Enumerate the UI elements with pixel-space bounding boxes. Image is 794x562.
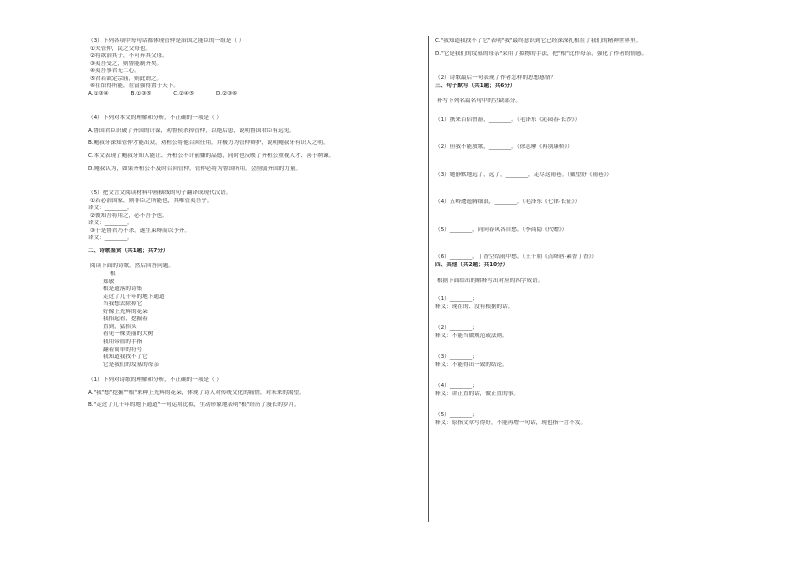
q3-item: ⑥在馆得所能，在富强得置于天下。: [90, 83, 179, 90]
poem-line: 走过了几千年的地下通道: [103, 293, 165, 300]
idiom-meaning: 释义：不能得出一致的结论。: [435, 361, 508, 368]
poem-line: 它是我们的坟墓的母亲: [103, 361, 159, 368]
q3-option-a[interactable]: A.①③④: [88, 90, 109, 97]
poem-line: 当我想去除掉它: [103, 301, 143, 308]
poem-q1-option-a[interactable]: A."我"想"挖掘""根"来种上光辉的花朵，体现了诗人对传统文化的痛惜，对未来的渴望。: [88, 389, 305, 396]
section-3-intro: 补写下列名篇名句中的空缺部分。: [437, 98, 521, 105]
fill-item[interactable]: （6）________，丁香空结雨中愁。（王十朋《点绛唇·素香丁香》）: [435, 254, 597, 261]
q3-stem: （3）下列各项中每句话都体现管仲是治国之能臣的一组是（ ）: [88, 38, 245, 44]
q3-option-c[interactable]: C.②④⑤: [173, 90, 194, 97]
poem-line: 我用带血的手指: [103, 338, 143, 345]
idiom-blank[interactable]: （5）________；: [435, 412, 478, 419]
q4-option-b[interactable]: B.鲍叔牙深知管仲才能出众，劝桓公将他召回任用，并极力为管仲辩护，说明鲍叔牙有识人之明。: [88, 140, 329, 147]
q5-translation-1[interactable]: 译文：________。: [88, 205, 133, 212]
poem-line: 我抬起看，挖掘着: [103, 316, 148, 323]
left-column: [88, 38, 420, 410]
q3-item: ②将欲治其子，不可弃其父母。: [90, 53, 168, 60]
right-column: [435, 38, 735, 428]
poem-line: 翻着简单的符号: [103, 346, 143, 353]
q3-item: ⑤君若欲定宗庙，则此谓之。: [90, 75, 163, 82]
poem-intro: 阅读下面的诗歌，然后回答问题。: [90, 263, 174, 270]
q5-translation-2[interactable]: 译文：________。: [88, 220, 133, 227]
section-2-heading: 二、诗歌鉴赏（共1题；共7分）: [88, 247, 169, 254]
q5-stem: （5）把文言文阅读材料中画横线的句子翻译成现代汉语。: [88, 190, 232, 197]
q5-sentence-1: ①若必治国家，则非臣之所能也，其唯管夷吾乎。: [90, 197, 213, 204]
q5-sentence-2: ②彼知吾将用之，必不吾予也。: [90, 212, 168, 219]
q4-option-c[interactable]: C.本文表现了鲍叔牙知人能让、齐桓公不计前嫌的品德，同时也反映了齐桓公重视人才、善于纳谏。: [88, 153, 335, 160]
poem-title: 根: [110, 271, 116, 278]
fill-item[interactable]: （1）携来百侣曾游，________。（毛泽东《沁园春·长沙》）: [435, 116, 581, 123]
idiom-blank[interactable]: （4）________；: [435, 383, 478, 390]
q3-item: ①夫管仲，民之父母也。: [90, 45, 151, 52]
q3-item: ③夷吾受之，则鲁能制齐矣。: [90, 60, 163, 67]
poem-line: 直到，猛抬头: [103, 323, 137, 330]
poem-q1-option-c[interactable]: C."我知道我找不了它"表明"我"最终意识到它已经深深扎根在了我们的精神世界里。: [435, 38, 642, 44]
poem-q1-option-b[interactable]: B."走过了几千年的地下通道"一句运用比拟，生动形象地表明"根"经历了漫长的岁月。: [88, 402, 300, 409]
poem-author: 郑敏: [103, 278, 115, 285]
poem-q2: （2）诗歌最后一句表现了作者怎样的思想感情？: [435, 75, 557, 82]
q3-option-b[interactable]: B.①③⑤: [130, 90, 152, 97]
poem-q1-option-d[interactable]: D."它是我们的坟墓的母亲"采用了拟物的手法，把"根"比作母亲，强化了作者的情感。: [435, 50, 648, 57]
poem-q1-stem: （1）下列对诗歌的理解和分析，不正确的一项是（ ）: [88, 377, 222, 384]
idiom-meaning: 释义：不能当做规范或法则。: [435, 332, 508, 339]
q4-option-d[interactable]: D.鲍叔认为，如果齐桓公不及时召回管仲，管仲必将为鲁国所用，会削弱齐国的力量。: [88, 165, 302, 172]
q5-translation-3[interactable]: 译文：________。: [88, 235, 133, 242]
column-divider: [428, 36, 429, 522]
idiom-blank[interactable]: （2）________；: [435, 325, 478, 332]
section-4-intro: 根据下面给出的解释写出对应的四字成语。: [437, 277, 544, 284]
q3-options: [88, 91, 420, 99]
idiom-meaning: 释义：现在的、没有根据的话。: [435, 303, 514, 310]
section-3-heading: 三、句子默写（共1题；共6分）: [435, 82, 516, 89]
idiom-meaning: 释义：原指文章写得好，不能再增一句话，现也指一言不发。: [435, 420, 587, 427]
fill-item[interactable]: （2）但我不能放歌，________。（徐志摩《再别康桥》）: [435, 144, 573, 151]
idiom-blank[interactable]: （3）________；: [435, 354, 478, 361]
q4-stem: （4）下列对本文的理解和分析，不正确的一项是（ ）: [88, 115, 222, 122]
fill-item[interactable]: （5）________，同向春风各自愁。（李商隐《代赠》）: [435, 226, 568, 233]
fill-item[interactable]: （4）五岭逶迤腾细浪，________。（毛泽东《七律·长征》）: [435, 199, 581, 206]
q4-option-a[interactable]: A.鲁国君臣识破了齐国的计谋，劝鲁侯杀掉管仲，以绝后患，说明鲁国君臣有远见。: [88, 127, 295, 134]
q3-item: ④夷吾事君无二心。: [90, 68, 140, 75]
fill-item[interactable]: （3）她静默地远了，远了，________，走尽这雨巷。（戴望舒《雨巷》）: [435, 171, 612, 178]
poem-line: 看见一棵美丽的大树: [103, 331, 154, 338]
poem-line: 根是遗落的诗集: [103, 286, 143, 293]
q3-option-d[interactable]: D.②③⑥: [215, 90, 238, 97]
idiom-blank[interactable]: （1）________；: [435, 296, 478, 303]
section-4-heading: 四、其他（共2题；共10分）: [435, 262, 509, 269]
poem-line: 我知道我找不了它: [103, 354, 148, 361]
poem-line: 好像上光辉的花朵: [103, 308, 148, 315]
q5-sentence-3: ③于是鲁君乃不杀，遂生束缚而以予齐。: [90, 227, 191, 234]
idiom-meaning: 释义：讲正直的话，做正直的事。: [435, 390, 519, 397]
